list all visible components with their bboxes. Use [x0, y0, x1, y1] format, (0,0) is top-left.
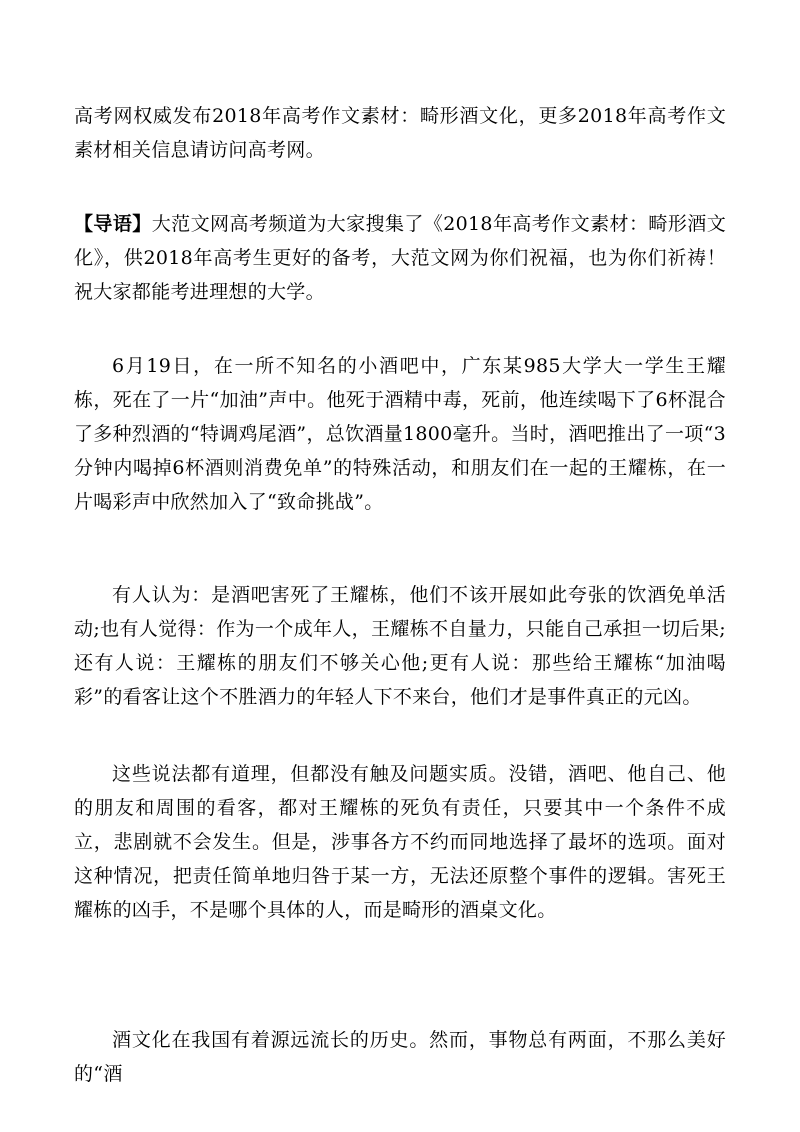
body-paragraph-3: 这些说法都有道理，但都没有触及问题实质。没错，酒吧、他自己、他的朋友和周围的看客，都对王耀栋的死负有责任，只要其中一个条件不成立，悲剧就不会发生。但是，涉事各方不约而同地选择了最坏的选项。面对这种情况，把责任简单地归咎于某一方，无法还原整个事件的逻辑。害死王耀栋的凶手，不是哪个具体的人，而是畸形的酒桌文化。 — [74, 763, 726, 921]
intro-paragraph: 高考网权威发布2018年高考作文素材：畸形酒文化，更多2018年高考作文素材相关信息请访问高考网。 — [74, 105, 726, 161]
body-paragraph-4: 酒文化在我国有着源远流长的历史。然而，事物总有两面，不那么美好的“酒 — [74, 1029, 726, 1085]
lead-paragraph — [74, 207, 726, 309]
lead-text: 大范文网高考频道为大家搜集了《2018年高考作文素材：畸形酒文化》，供2018年高考生更好的备考，大范文网为你们祝福，也为你们祈祷！祝大家都能考进理想的大学。 — [74, 213, 727, 303]
lead-label: 【导语】 — [74, 213, 152, 235]
body-paragraph-1: 6月19日，在一所不知名的小酒吧中，广东某985大学大一学生王耀栋，死在了一片“加油”声中。他死于酒精中毒，死前，他连续喝下了6杯混合了多种烈酒的“特调鸡尾酒”，总饮酒量1800毫升。当时，酒吧推出了一项“3分钟内喝掉6杯酒则消费免单”的特殊活动，和朋友们在一起的王耀栋，在一片喝彩声中欣然加入了“致命挑战”。 — [74, 355, 726, 513]
body-paragraph-2: 有人认为：是酒吧害死了王耀栋，他们不该开展如此夸张的饮酒免单活动;也有人觉得：作为一个成年人，王耀栋不自量力，只能自己承担一切后果;还有人说：王耀栋的朋友们不够关心他;更有人说：那些给王耀栋“加油喝彩”的看客让这个不胜酒力的年轻人下不来台，他们才是事件真正的元凶。 — [74, 584, 726, 708]
